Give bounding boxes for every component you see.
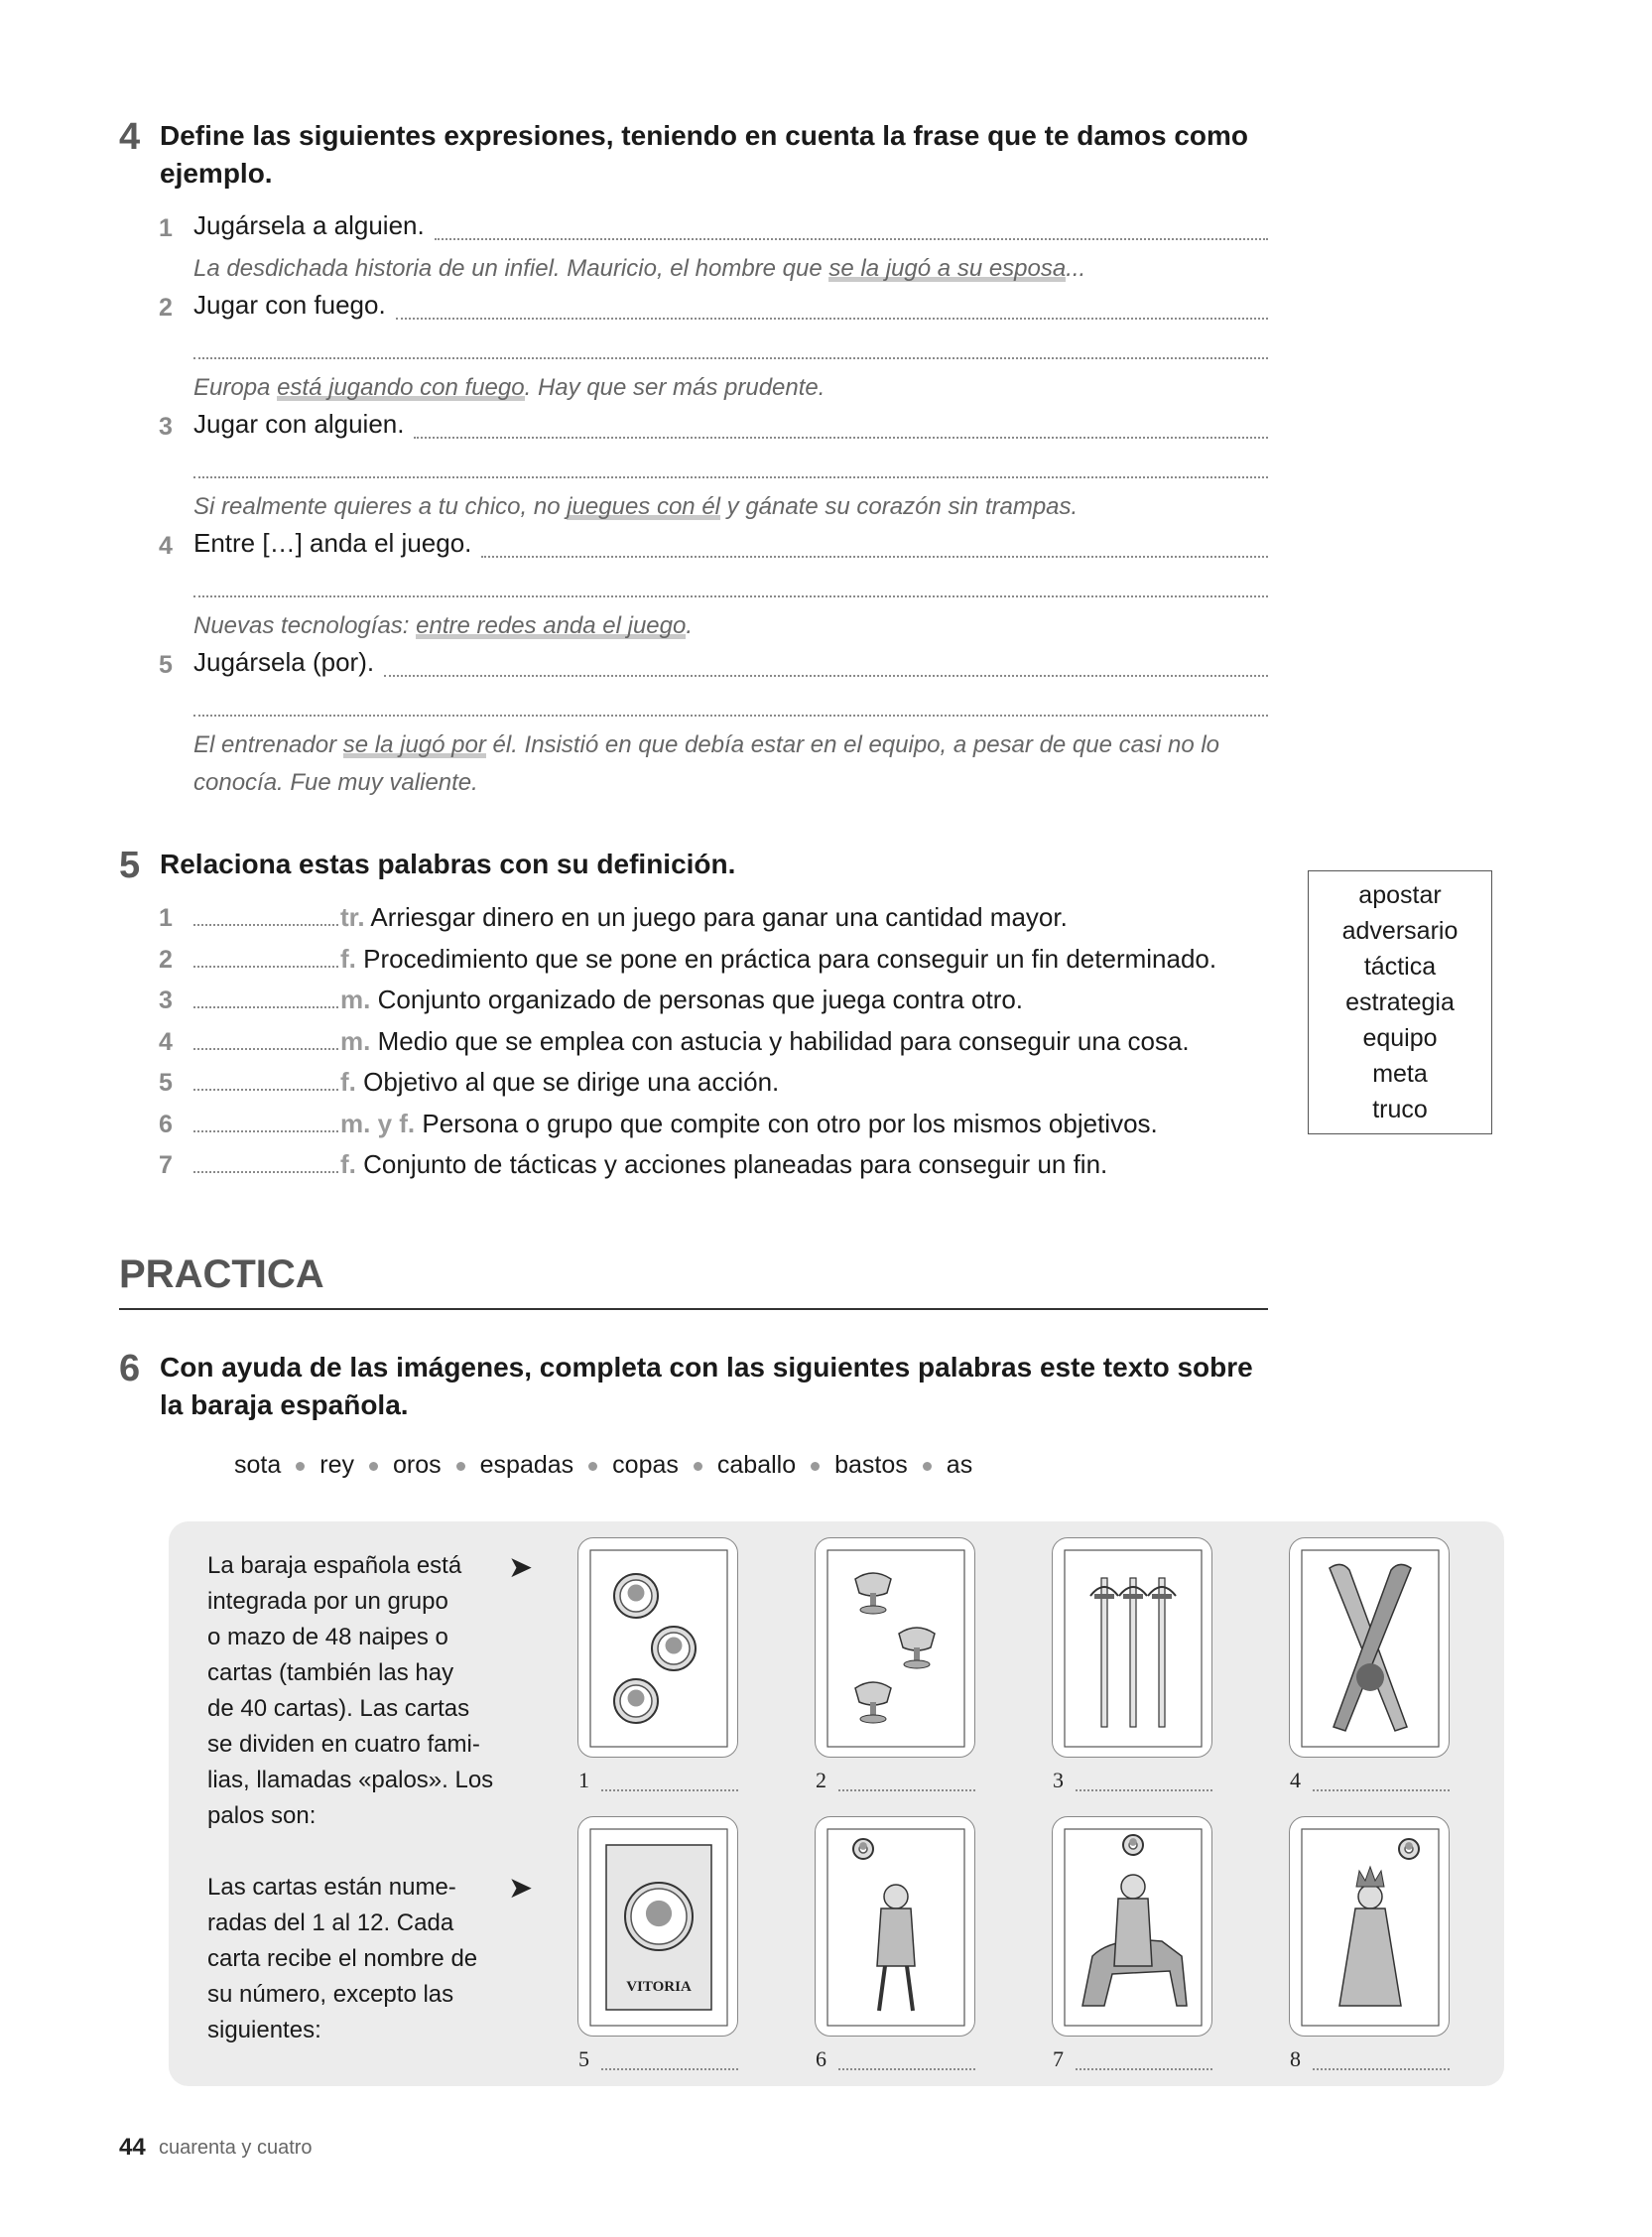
grammar-tag: f. <box>340 1149 356 1179</box>
page-number-words: cuarenta y cuatro <box>159 2137 313 2159</box>
panel-text-line: carta recibe el nombre de <box>207 1945 478 1972</box>
panel-text-line: Las cartas están nume- <box>207 1874 456 1901</box>
grammar-tag: m. y f. <box>340 1108 416 1138</box>
panel-text-line: o mazo de 48 naipes o <box>207 1624 448 1650</box>
answer-line[interactable] <box>481 556 1268 558</box>
example-sentence-cont: conocía. Fue muy valiente. <box>193 769 478 796</box>
card-number: 2 <box>816 1768 826 1792</box>
definition-text: Arriesgar dinero en un juego para ganar una cantidad mayor. <box>370 902 1068 932</box>
item-number: 4 <box>159 532 173 560</box>
example-text: El entrenador <box>193 731 343 758</box>
card-answer-line[interactable] <box>1313 2068 1450 2070</box>
word-bank-box <box>1308 870 1492 1134</box>
item-expression: Jugar con fuego. <box>193 290 386 320</box>
example-text: él. Insistió en que debía estar en el equipo, a pesar de que casi no lo <box>485 731 1220 758</box>
word-bank-item: adversario <box>1341 917 1459 945</box>
definition-row <box>159 941 1216 977</box>
bullet-separator <box>923 1462 932 1471</box>
example-sentence <box>193 250 1085 288</box>
answer-line[interactable] <box>193 476 1268 478</box>
definition-number: 7 <box>159 1151 173 1179</box>
answer-blank[interactable] <box>193 1028 338 1050</box>
bullet-separator <box>296 1462 305 1471</box>
card-answer-line[interactable] <box>1076 2068 1212 2070</box>
example-sentence <box>193 488 1078 526</box>
word-option: oros <box>393 1451 442 1479</box>
bullet-separator <box>456 1462 465 1471</box>
definition-row <box>159 1023 1190 1059</box>
example-text: . <box>686 612 694 639</box>
answer-line[interactable] <box>384 675 1268 677</box>
card-number: 1 <box>578 1768 589 1792</box>
panel-text-line: palos son: <box>207 1802 317 1829</box>
example-highlight: juegues con él <box>567 493 720 520</box>
definition-row <box>159 1106 1158 1141</box>
section-divider <box>119 1308 1268 1310</box>
answer-line[interactable] <box>435 238 1268 240</box>
example-highlight: está jugando con fuego <box>277 374 525 401</box>
item-expression: Entre […] anda el juego. <box>193 528 472 558</box>
word-bank-item: apostar <box>1358 881 1442 909</box>
three-of-swords-card-icon <box>1052 1537 1212 1758</box>
example-highlight: se la jugó por <box>342 731 486 758</box>
three-of-coins-card-icon <box>577 1537 738 1758</box>
definition-row <box>159 1064 779 1100</box>
exercise-6-word-list <box>234 1451 972 1480</box>
example-sentence <box>193 607 693 645</box>
grammar-tag: f. <box>340 943 356 974</box>
definition-number: 5 <box>159 1069 173 1097</box>
word-bank-item: táctica <box>1363 953 1437 981</box>
word-option: sota <box>234 1451 282 1479</box>
item-expression: Jugársela (por). <box>193 647 375 677</box>
exercise-5-number: 5 <box>119 845 141 886</box>
answer-line[interactable] <box>414 437 1268 439</box>
exercise-6-instruction: Con ayuda de las imágenes, completa con las siguientes palabras este texto sobre <box>160 1352 1253 1382</box>
example-highlight: entre redes anda el juego <box>416 612 687 639</box>
section-title: PRACTICA <box>119 1252 324 1296</box>
definition-text: Objetivo al que se dirige una acción. <box>363 1067 780 1097</box>
card-number: 6 <box>816 2046 826 2071</box>
bullet-separator <box>588 1462 597 1471</box>
answer-line[interactable] <box>193 715 1268 717</box>
two-of-clubs-card-icon <box>1289 1537 1450 1758</box>
answer-blank[interactable] <box>193 1151 338 1173</box>
answer-blank[interactable] <box>193 946 338 968</box>
example-text: y gánate su corazón sin trampas. <box>720 493 1079 520</box>
grammar-tag: m. <box>340 985 371 1014</box>
item-number: 5 <box>159 651 173 679</box>
item-expression: Jugársela a alguien. <box>193 210 425 240</box>
example-text: Nuevas tecnologías: <box>193 612 417 639</box>
page-number: 44 <box>119 2134 146 2161</box>
card-answer-line[interactable] <box>601 2068 738 2070</box>
bullet-separator <box>811 1462 820 1471</box>
panel-text-numbers <box>207 1870 477 2048</box>
item-number: 1 <box>159 214 173 242</box>
bullet-separator <box>694 1462 702 1471</box>
panel-text-suits <box>207 1548 493 1834</box>
card-number: 8 <box>1290 2046 1301 2071</box>
panel-text-line: radas del 1 al 12. Cada <box>207 1909 454 1936</box>
panel-text-line: se dividen en cuatro fami- <box>207 1731 480 1758</box>
answer-line[interactable] <box>396 318 1268 320</box>
example-sentence <box>193 369 825 407</box>
definition-row <box>159 1146 1107 1182</box>
exercise-4-instruction-cont: ejemplo. <box>160 158 273 189</box>
answer-blank[interactable] <box>193 987 338 1008</box>
bullet-separator <box>369 1462 378 1471</box>
definition-number: 2 <box>159 945 173 974</box>
card-answer-line[interactable] <box>838 1789 975 1791</box>
three-of-cups-card-icon <box>815 1537 975 1758</box>
arrow-icon: ➤ <box>508 1551 534 1584</box>
word-option: copas <box>612 1451 679 1479</box>
grammar-tag: tr. <box>340 902 365 932</box>
word-option: rey <box>319 1451 354 1479</box>
spacer <box>370 1026 377 1056</box>
word-bank-item: estrategia <box>1345 988 1455 1016</box>
definition-text: Procedimiento que se pone en práctica para conseguir un fin determinado. <box>363 943 1217 974</box>
item-expression: Jugar con alguien. <box>193 409 405 439</box>
definition-number: 4 <box>159 1027 173 1056</box>
word-bank-item: equipo <box>1362 1024 1438 1052</box>
grammar-tag: f. <box>340 1067 356 1097</box>
panel-text-line: La baraja española está <box>207 1552 462 1579</box>
answer-line[interactable] <box>193 357 1268 359</box>
panel-text-line: siguientes: <box>207 2017 321 2043</box>
exercise-5-instruction: Relaciona estas palabras con su definición. <box>160 849 736 879</box>
panel-text-line: lias, llamadas «palos». Los <box>207 1767 494 1793</box>
ace-card-label: VITORIA <box>626 1979 692 1995</box>
word-option: bastos <box>834 1451 908 1479</box>
grammar-tag: m. <box>340 1025 371 1056</box>
example-text: Si realmente quieres a tu chico, no <box>193 493 568 520</box>
king-card-icon <box>1289 1816 1450 2037</box>
exercise-4-number: 4 <box>119 116 141 158</box>
panel-text-line: su número, excepto las <box>207 1981 454 2008</box>
definition-number: 3 <box>159 987 173 1014</box>
word-option: as <box>946 1451 973 1479</box>
definition-text: Persona o grupo que compite con otro por los mismos objetivos. <box>422 1108 1158 1138</box>
item-number: 3 <box>159 413 173 441</box>
card-number: 5 <box>578 2046 589 2071</box>
item-number: 2 <box>159 294 173 322</box>
card-answer-line[interactable] <box>1313 1789 1450 1791</box>
exercise-6-number: 6 <box>119 1348 141 1389</box>
example-text: ... <box>1066 255 1086 282</box>
word-option: caballo <box>716 1451 797 1479</box>
knight-card-icon <box>1052 1816 1212 2037</box>
example-text: La desdichada historia de un infiel. Mauricio, el hombre que <box>193 255 829 282</box>
answer-blank[interactable] <box>193 904 338 926</box>
panel-text-line: integrada por un grupo <box>207 1588 448 1615</box>
definition-number: 6 <box>159 1110 173 1138</box>
definition-row <box>159 899 1068 935</box>
arrow-icon: ➤ <box>508 1872 534 1905</box>
example-highlight: se la jugó a su esposa <box>828 255 1067 282</box>
card-number: 4 <box>1290 1768 1301 1792</box>
card-number: 3 <box>1053 1768 1064 1792</box>
definition-text: Conjunto de tácticas y acciones planeadas para conseguir un fin. <box>363 1149 1108 1179</box>
example-text: . Hay que ser más prudente. <box>524 374 826 401</box>
jack-card-icon <box>815 1816 975 2037</box>
definition-number: 1 <box>159 904 173 932</box>
answer-line[interactable] <box>193 595 1268 597</box>
answer-blank[interactable] <box>193 1069 338 1091</box>
card-answer-line[interactable] <box>838 2068 975 2070</box>
word-bank-item: truco <box>1372 1096 1428 1123</box>
example-text: Europa <box>193 374 278 401</box>
panel-text-line: de 40 cartas). Las cartas <box>207 1695 470 1722</box>
spacer <box>370 985 377 1014</box>
example-sentence <box>193 726 1219 764</box>
definition-row <box>159 982 1023 1017</box>
answer-blank[interactable] <box>193 1111 338 1132</box>
word-option: espadas <box>479 1451 574 1479</box>
card-number: 7 <box>1053 2046 1064 2071</box>
word-bank-item: meta <box>1372 1060 1428 1088</box>
panel-text-line: cartas (también las hay <box>207 1659 454 1686</box>
definition-text: Conjunto organizado de personas que juega contra otro. <box>377 985 1024 1014</box>
ace-of-coins-card-icon <box>577 1816 738 2037</box>
definition-text: Medio que se emplea con astucia y habilidad para conseguir una cosa. <box>377 1025 1190 1056</box>
exercise-6-instruction-cont: la baraja española. <box>160 1389 409 1420</box>
card-answer-line[interactable] <box>1076 1789 1212 1791</box>
card-answer-line[interactable] <box>601 1789 738 1791</box>
exercise-4-instruction: Define las siguientes expresiones, teniendo en cuenta la frase que te damos como <box>160 120 1249 151</box>
